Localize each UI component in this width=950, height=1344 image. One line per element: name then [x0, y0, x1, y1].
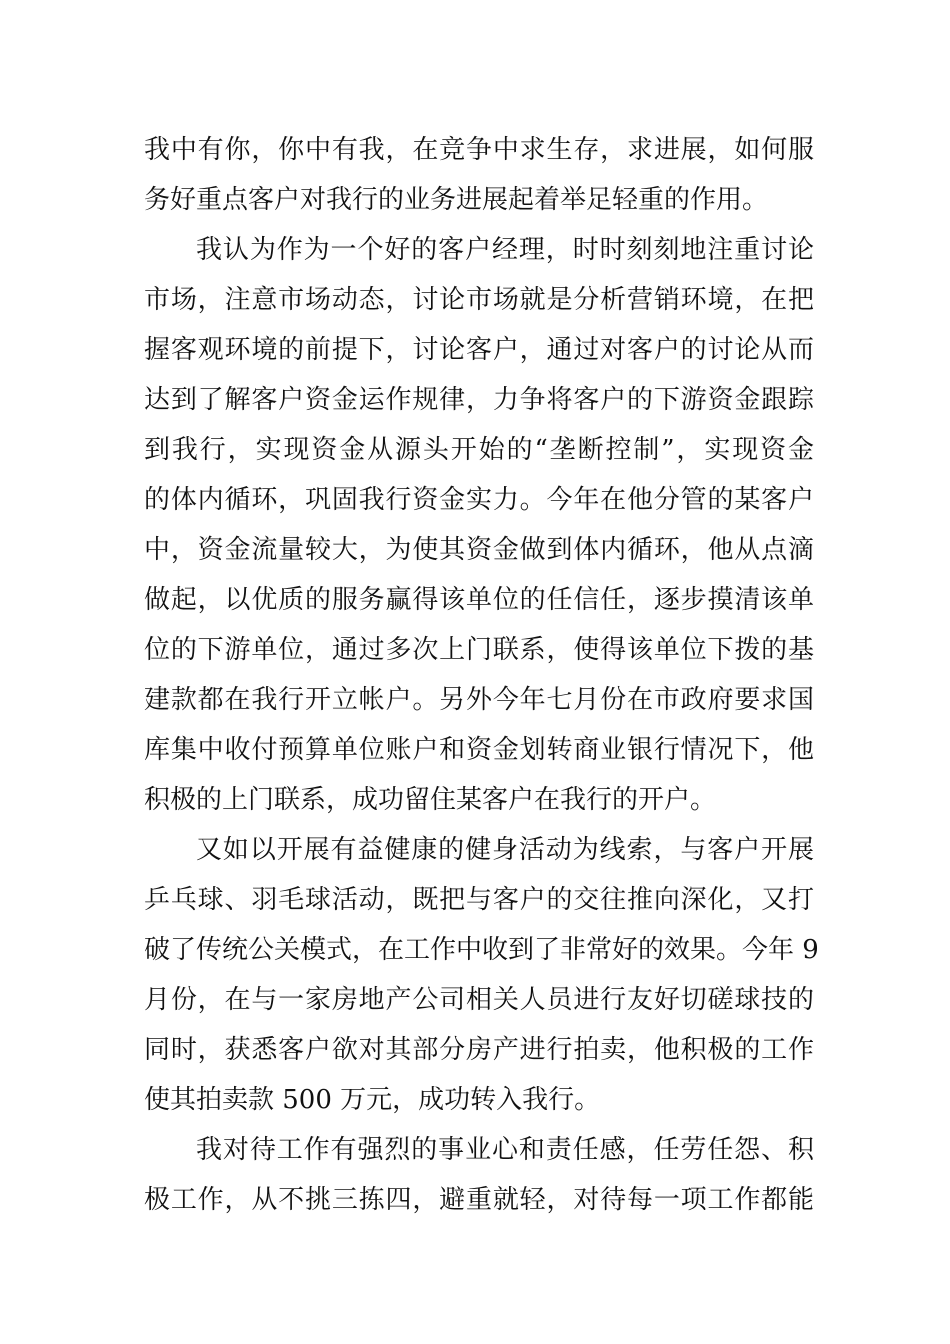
paragraph-first-line: 又如以开展有益健康的健身活动为线索，与客户开展: [196, 835, 814, 865]
text-line: 市场，注意市场动态，讨论市场就是分析营销环境，在把: [144, 285, 814, 315]
text-line: 使其拍卖款 500 万元，成功转入我行。: [144, 1085, 601, 1115]
text-line: 的体内循环，巩固我行资金实力。今年在他分管的某客户: [144, 485, 814, 515]
text-line: 位的下游单位，通过多次上门联系，使得该单位下拨的基: [144, 635, 814, 665]
text-line: 库集中收付预算单位账户和资金划转商业银行情况下，他: [144, 735, 814, 765]
text-line: 破了传统公关模式，在工作中收到了非常好的效果。今年 9: [144, 935, 819, 965]
text-line: 中，资金流量较大，为使其资金做到体内循环，他从点滴: [144, 535, 814, 565]
paragraph-first-line: 我认为作为一个好的客户经理，时时刻刻地注重讨论: [196, 235, 814, 265]
text-line: 到我行，实现资金从源头开始的“垄断控制”，实现资金: [144, 435, 814, 465]
text-line: 月份，在与一家房地产公司相关人员进行友好切磋球技的: [144, 985, 814, 1015]
text-line: 握客观环境的前提下，讨论客户，通过对客户的讨论从而: [144, 335, 814, 365]
text-line: 做起，以优质的服务赢得该单位的任信任，逐步摸清该单: [144, 585, 814, 615]
text-line: 极工作，从不挑三拣四，避重就轻，对待每一项工作都能: [144, 1185, 814, 1215]
text-line: 达到了解客户资金运作规律，力争将客户的下游资金跟踪: [144, 385, 814, 415]
text-line: 建款都在我行开立帐户。另外今年七月份在市政府要求国: [144, 685, 814, 715]
text-line: 同时，获悉客户欲对其部分房产进行拍卖，他积极的工作: [144, 1035, 814, 1065]
text-line: 我中有你，你中有我，在竞争中求生存，求进展，如何服: [144, 135, 814, 165]
paragraph-first-line: 我对待工作有强烈的事业心和责任感，任劳任怨、积: [196, 1135, 814, 1165]
text-line: 积极的上门联系，成功留住某客户在我行的开户。: [144, 785, 717, 815]
text-line: 乒乓球、羽毛球活动，既把与客户的交往推向深化，又打: [144, 885, 814, 915]
text-line: 务好重点客户对我行的业务进展起着举足轻重的作用。: [144, 185, 769, 215]
